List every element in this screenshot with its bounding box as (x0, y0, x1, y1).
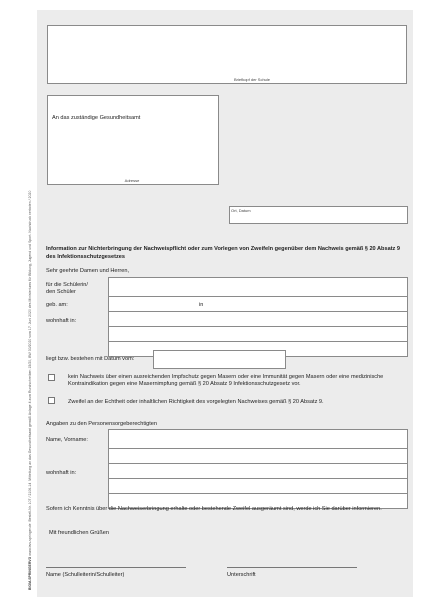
salutation: Sehr geehrte Damen und Herren, (46, 268, 130, 274)
grid-divider (109, 296, 407, 297)
grid-divider (109, 341, 407, 342)
born-label: geb. am: (46, 302, 68, 308)
form-page (37, 10, 413, 597)
grid-divider (109, 493, 407, 494)
no-proof-text: kein Nachweis über einen ausreichenden Impfschutz gegen Masern oder eine Immunität gegen Masern oder eine medizinische Kontraindikation gegen eine Masernimpfung gemäß § 20 Absatz 9 Infektionsschutzgesetz vor. (68, 374, 384, 388)
closing-text: Sofern ich Kenntnis über die Nachweiserbringung erhalte oder bestehende Zweifel ausgeräumt sind, werde ich Sie darüber informieren. (46, 506, 382, 512)
doubt-checkbox[interactable] (48, 397, 55, 404)
residence-label: wohnhaft in: (46, 318, 77, 324)
no-proof-checkbox[interactable] (48, 374, 55, 381)
guardian-heading: Angaben zu den Personensorgeberechtigten (46, 421, 158, 427)
recipient-address-label: Adresse (124, 178, 140, 183)
doubt-text: Zweifel an der Echtheit oder inhaltlichen Richtigkeit des vorgelegten Nachweises gemäß § 20 Absatz 9. (68, 399, 324, 405)
school-letterhead-label: Briefkopf der Schule (233, 77, 271, 82)
subject-heading: Information zur Nichterbringung der Nachweispflicht oder zum Vorlegen von Zweifeln gegenüber dem Nachweis gemäß § 20 Absatz 9 des Infektionsschutzgesetzes (46, 246, 401, 260)
place-date-box[interactable] (229, 206, 408, 224)
signature-line-sign (227, 567, 357, 568)
principal-name-label: Name (Schulleiterin/Schulleiter) (46, 572, 125, 578)
grid-divider (109, 311, 407, 312)
grid-divider (109, 326, 407, 327)
recipient-line: An das zuständige Gesundheitsamt (52, 115, 141, 121)
student-grid[interactable] (108, 277, 408, 357)
student-label-1: für die Schülerin/ (46, 282, 88, 288)
recipient-address-box[interactable] (47, 95, 219, 185)
guardian-residence-label: wohnhaft in: (46, 470, 77, 476)
place-date-label: Ort, Datum (231, 208, 251, 213)
guardian-name-label: Name, Vorname: (46, 437, 88, 443)
date-field-input[interactable] (153, 350, 286, 369)
grid-divider (109, 463, 407, 464)
signature-line-name (46, 567, 186, 568)
grid-divider (109, 448, 407, 449)
imprint-text: Mitteilung an das Gesundheitsamt gemäß Anlage 4 zum Rundschreiben 15/20, BW 30/2020 vom 17. Juni 2020 des Ministeriums für Bildung, Jugend und Sport. Nachdruck verboten / 2020 (28, 190, 32, 481)
greeting: Mit freundlichen Grüßen (49, 530, 110, 536)
side-imprint (28, 191, 32, 590)
born-in-label: in (199, 302, 204, 308)
signature-label: Unterschrift (227, 572, 256, 578)
school-letterhead-box[interactable] (47, 25, 407, 84)
publisher-brand: BIOM-SPRINGERVG (28, 556, 32, 590)
grid-divider (109, 478, 407, 479)
date-field-label: liegt bzw. bestehen mit Datum vom: (46, 356, 135, 362)
student-label-2: den Schüler (46, 289, 76, 295)
order-number: Bestell-Nr. 107 / 2106-14 (28, 482, 32, 522)
guardian-grid[interactable] (108, 429, 408, 509)
publisher-website: www.bvs-springer.de (28, 523, 32, 556)
